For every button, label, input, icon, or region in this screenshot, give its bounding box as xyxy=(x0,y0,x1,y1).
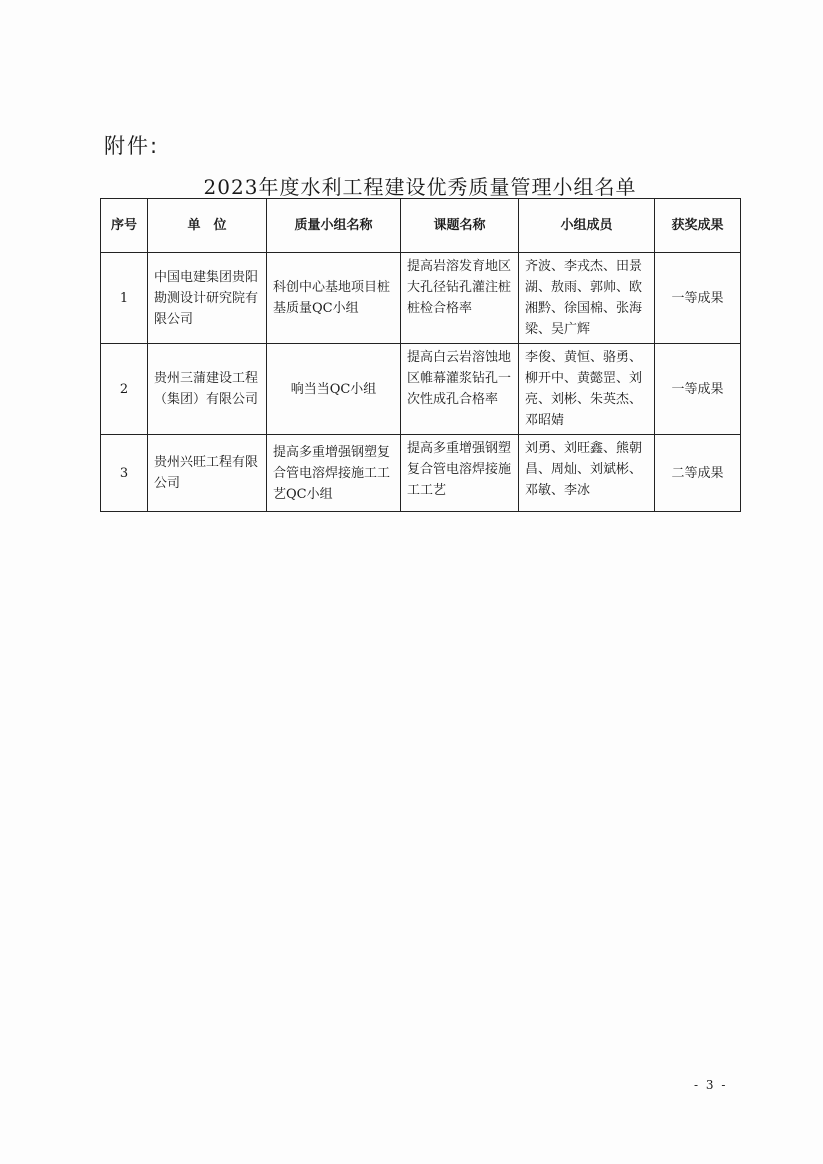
cell-members: 刘勇、刘旺鑫、熊朝昌、周灿、刘斌彬、邓敏、李冰 xyxy=(519,435,655,512)
cell-members: 李俊、黄恒、骆勇、柳开中、黄懿罡、刘亮、刘彬、朱英杰、邓昭婧 xyxy=(519,344,655,435)
cell-no: 1 xyxy=(101,253,148,344)
header-no: 序号 xyxy=(101,199,148,253)
cell-members: 齐波、李戎杰、田景湖、敖雨、郭帅、欧湘黔、徐国棉、张海梁、吴广辉 xyxy=(519,253,655,344)
cell-award: 一等成果 xyxy=(655,253,741,344)
cell-topic: 提高岩溶发育地区大孔径钻孔灌注桩桩检合格率 xyxy=(401,253,519,344)
cell-group: 提高多重增强钢塑复合管电溶焊接施工工艺QC小组 xyxy=(267,435,401,512)
table-row xyxy=(101,344,741,435)
header-group: 质量小组名称 xyxy=(267,199,401,253)
cell-no: 2 xyxy=(101,344,148,435)
cell-topic: 提高多重增强钢塑复合管电溶焊接施工工艺 xyxy=(401,435,519,512)
cell-topic: 提高白云岩溶蚀地区帷幕灌浆钻孔一次性成孔合格率 xyxy=(401,344,519,435)
cell-group: 响当当QC小组 xyxy=(267,344,401,435)
cell-award: 二等成果 xyxy=(655,435,741,512)
header-unit: 单 位 xyxy=(148,199,267,253)
cell-unit: 贵州兴旺工程有限公司 xyxy=(148,435,267,512)
header-award: 获奖成果 xyxy=(655,199,741,253)
cell-group: 科创中心基地项目桩基质量QC小组 xyxy=(267,253,401,344)
cell-no: 3 xyxy=(101,435,148,512)
table-row xyxy=(101,253,741,344)
table-row xyxy=(101,435,741,512)
cell-unit: 中国电建集团贵阳勘测设计研究院有限公司 xyxy=(148,253,267,344)
header-members: 小组成员 xyxy=(519,199,655,253)
header-topic: 课题名称 xyxy=(401,199,519,253)
page-number: - 3 - xyxy=(694,1078,728,1092)
cell-award: 一等成果 xyxy=(655,344,741,435)
table-header xyxy=(101,199,741,253)
document-title: 2023年度水利工程建设优秀质量管理小组名单 xyxy=(203,175,637,199)
award-table xyxy=(100,198,741,512)
attachment-label: 附件: xyxy=(104,134,160,158)
header-row xyxy=(101,199,741,253)
cell-unit: 贵州三蒲建设工程（集团）有限公司 xyxy=(148,344,267,435)
